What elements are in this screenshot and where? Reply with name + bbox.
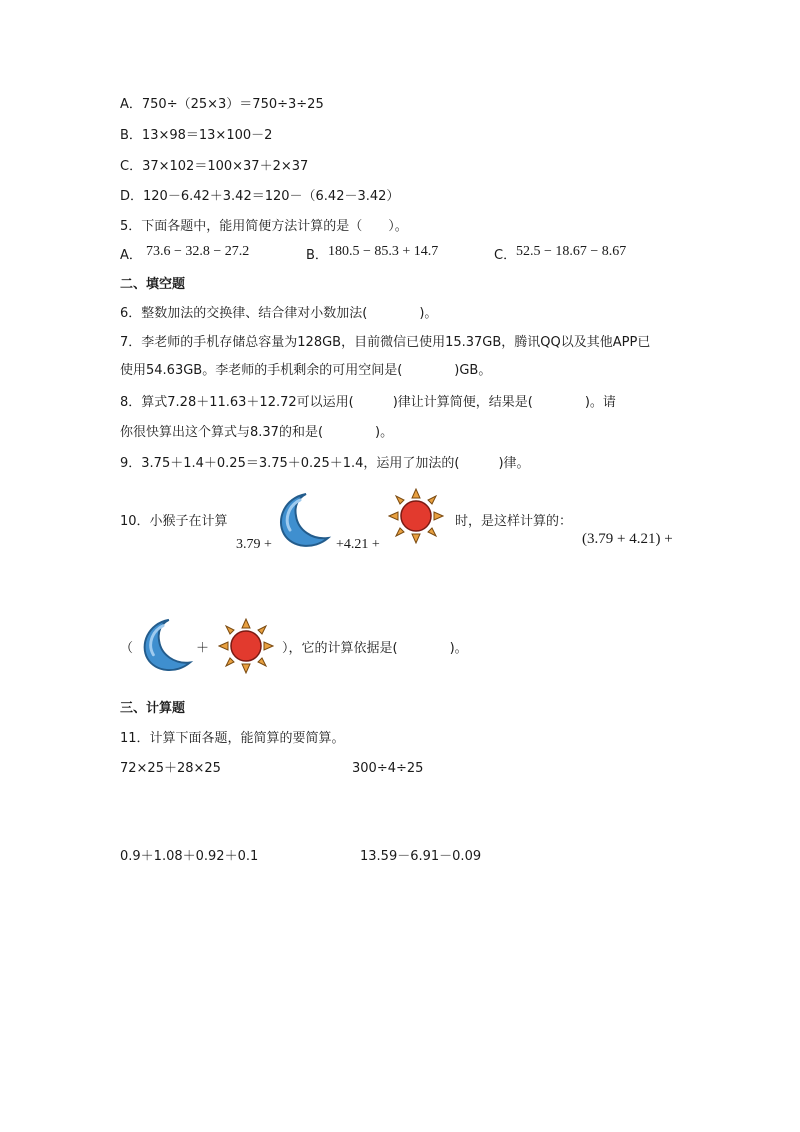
section-2-heading: 二、填空题 bbox=[120, 277, 186, 292]
q5-option-b-letter: B． bbox=[306, 248, 328, 263]
q10-tail: ），它的计算依据是( )。 bbox=[282, 641, 468, 656]
q11-problem-4: 13.59－6.91－0.09 bbox=[360, 849, 482, 864]
q5-stem: 5．下面各题中，能用简便方法计算的是（ ）。 bbox=[120, 219, 408, 234]
section-3-heading: 三、计算题 bbox=[120, 701, 186, 716]
q10-expr-1: 3.79 + bbox=[236, 537, 272, 552]
q11-stem: 11．计算下面各题，能简算的要简算。 bbox=[120, 731, 345, 746]
q4-option-d: D．120－6.42＋3.42＝120－（6.42－3.42） bbox=[120, 189, 400, 204]
q5-option-a-expr: 73.6 − 32.8 − 27.2 bbox=[146, 244, 250, 259]
q4-option-a: A．750÷（25×3）＝750÷3÷25 bbox=[120, 97, 324, 112]
q11-problem-3: 0.9＋1.08＋0.92＋0.1 bbox=[120, 849, 259, 864]
sun-icon bbox=[218, 618, 274, 674]
q7-line-2: 使用54.63GB。李老师的手机剩余的可用空间是( )GB。 bbox=[120, 363, 492, 378]
q5-option-b-expr: 180.5 − 85.3 + 14.7 bbox=[328, 244, 439, 259]
q4-option-c: C．37×102＝100×37＋2×37 bbox=[120, 159, 309, 174]
q11-problem-1: 72×25＋28×25 bbox=[120, 761, 221, 776]
sun-icon bbox=[388, 488, 444, 544]
crescent-moon-icon bbox=[134, 616, 194, 676]
q8-line-2: 你很快算出这个算式与8.37的和是( )。 bbox=[120, 425, 394, 440]
q11-problem-2: 300÷4÷25 bbox=[352, 761, 424, 776]
q10-expr-2: +4.21 + bbox=[336, 537, 380, 552]
q7-line-1: 7．李老师的手机存储总容量为128GB，目前微信已使用15.37GB，腾讯QQ以及其他APP已 bbox=[120, 335, 651, 350]
q10-mid: 时，是这样计算的： bbox=[455, 514, 573, 529]
q10-expr-3: (3.79 + 4.21) + bbox=[582, 531, 673, 547]
q4-option-b: B．13×98＝13×100－2 bbox=[120, 128, 273, 143]
q6-text: 6．整数加法的交换律、结合律对小数加法( )。 bbox=[120, 306, 438, 321]
q10-plus: ＋ bbox=[196, 641, 210, 656]
q5-option-c-letter: C． bbox=[494, 248, 517, 263]
q9-text: 9．3.75＋1.4＋0.25＝3.75＋0.25＋1.4，运用了加法的( )律。 bbox=[120, 456, 530, 471]
q5-option-a-letter: A． bbox=[120, 248, 142, 263]
q8-line-1: 8．算式7.28＋11.63＋12.72可以运用( )律让计算简便，结果是( )。请 bbox=[120, 395, 616, 410]
q5-option-c-expr: 52.5 − 18.67 − 8.67 bbox=[516, 244, 627, 259]
q10-open-paren: （ bbox=[120, 641, 134, 656]
q10-lead: 10．小猴子在计算 bbox=[120, 514, 228, 529]
crescent-moon-icon bbox=[270, 490, 332, 552]
